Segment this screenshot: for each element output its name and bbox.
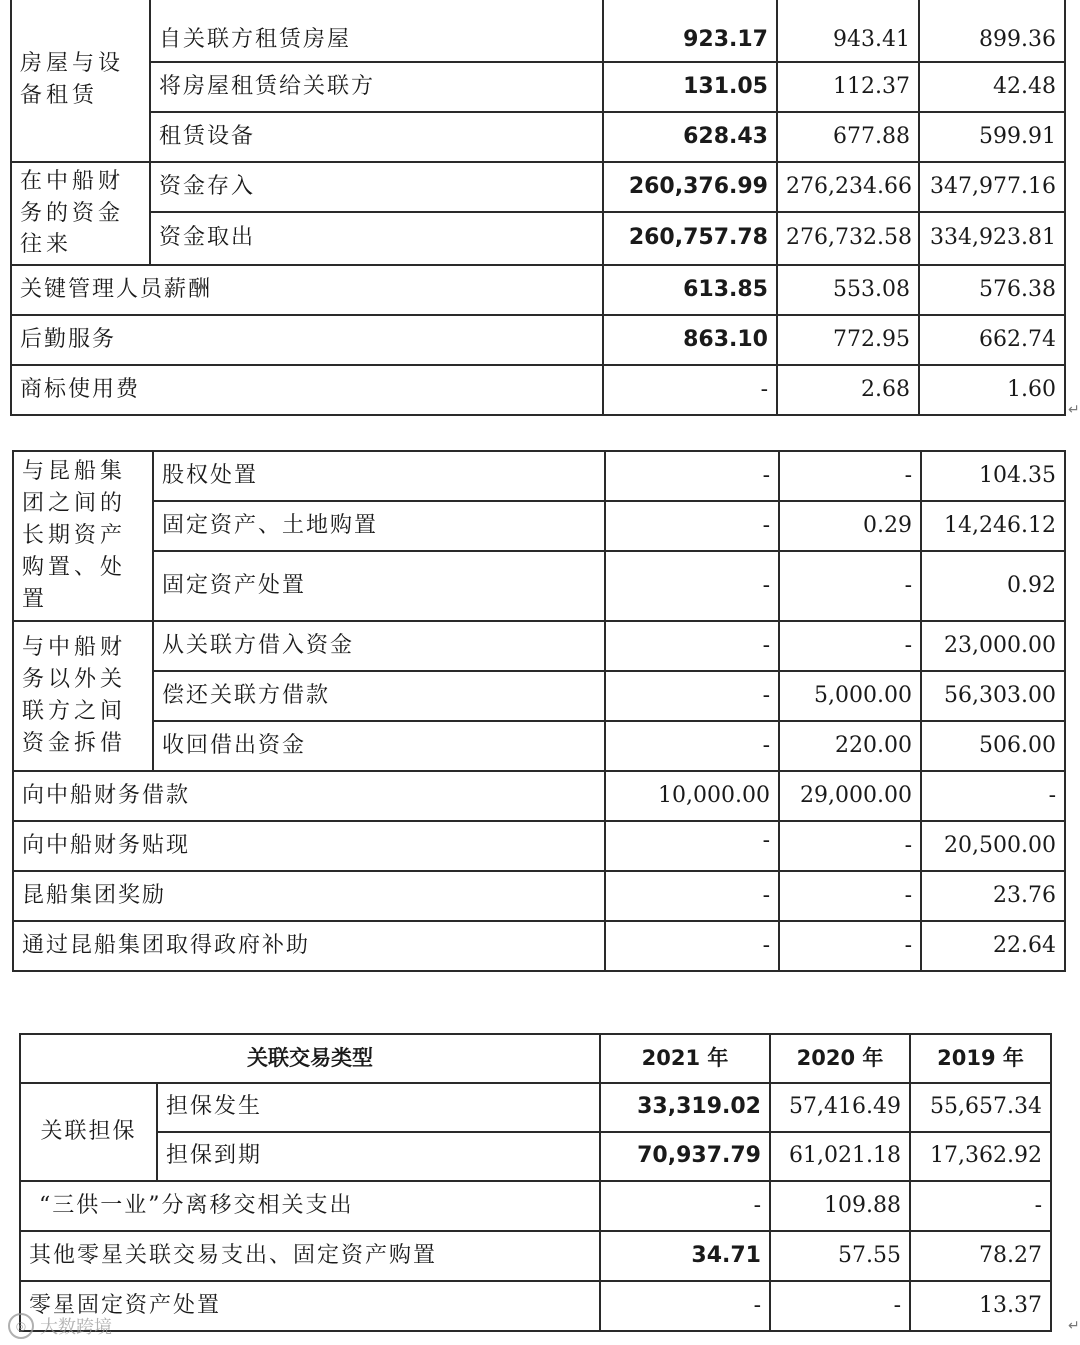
row-label: 租赁设备 <box>150 112 603 162</box>
value-2021: 260,757.78 <box>603 212 777 265</box>
table-row <box>13 621 1065 671</box>
value-2020: - <box>779 621 921 671</box>
value-2019: 347,977.16 <box>919 162 1065 212</box>
category-cell: 在中船财务的资金往来 <box>11 162 150 265</box>
value-2021: - <box>605 451 779 501</box>
value-2019: 23.76 <box>921 871 1065 921</box>
table-row <box>11 365 1065 415</box>
value-2021: - <box>605 551 779 621</box>
related-transactions-table-2 <box>12 450 1066 972</box>
row-label: 其他零星关联交易支出、固定资产购置 <box>20 1231 600 1281</box>
row-label: 零星固定资产处置 <box>20 1281 600 1331</box>
table-row <box>11 315 1065 365</box>
value-2021: - <box>600 1181 770 1231</box>
value-2020: 677.88 <box>777 112 919 162</box>
value-2021: 10,000.00 <box>605 771 779 821</box>
row-label: 固定资产、土地购置 <box>153 501 605 551</box>
value-2019: 506.00 <box>921 721 1065 771</box>
table-row <box>20 1231 1051 1281</box>
table-row <box>13 551 1065 621</box>
value-2020: - <box>770 1281 910 1331</box>
table-row <box>11 265 1065 315</box>
paragraph-mark: ↵ <box>1068 402 1080 418</box>
category-cell: 房屋与设备租赁 <box>11 0 150 162</box>
value-2021: 923.17 <box>603 0 777 62</box>
value-2019: - <box>910 1181 1051 1231</box>
row-label: 昆船集团奖励 <box>13 871 605 921</box>
table-row <box>13 921 1065 971</box>
value-2021: - <box>600 1281 770 1331</box>
value-2020: 57.55 <box>770 1231 910 1281</box>
value-2020: 5,000.00 <box>779 671 921 721</box>
row-label: 通过昆船集团取得政府补助 <box>13 921 605 971</box>
header-type: 关联交易类型 <box>20 1034 600 1083</box>
value-2019: 17,362.92 <box>910 1132 1051 1181</box>
table-row <box>11 212 1065 265</box>
header-2019: 2019 年 <box>910 1034 1051 1083</box>
row-label: 后勤服务 <box>11 315 603 365</box>
value-2019: 20,500.00 <box>921 821 1065 871</box>
row-label: 担保到期 <box>157 1132 600 1181</box>
value-2021: 131.05 <box>603 62 777 112</box>
paragraph-mark: ↵ <box>1068 1318 1080 1334</box>
value-2019: 78.27 <box>910 1231 1051 1281</box>
value-2019: 662.74 <box>919 315 1065 365</box>
watermark <box>8 1313 112 1339</box>
row-label: “三供一业”分离移交相关支出 <box>20 1181 600 1231</box>
table-row <box>11 0 1065 62</box>
value-2019: 104.35 <box>921 451 1065 501</box>
value-2021: 613.85 <box>603 265 777 315</box>
value-2019: 56,303.00 <box>921 671 1065 721</box>
value-2021: - <box>605 921 779 971</box>
row-label: 偿还关联方借款 <box>153 671 605 721</box>
value-2019: 1.60 <box>919 365 1065 415</box>
table-row <box>13 671 1065 721</box>
watermark-text: 大数跨境 <box>40 1317 112 1338</box>
value-2021: - <box>605 501 779 551</box>
watermark-logo-icon: ◎ <box>8 1313 34 1339</box>
value-2019: 599.91 <box>919 112 1065 162</box>
value-2019: 576.38 <box>919 265 1065 315</box>
value-2020: 943.41 <box>777 0 919 62</box>
row-label: 将房屋租赁给关联方 <box>150 62 603 112</box>
value-2021: 33,319.02 <box>600 1083 770 1132</box>
table-row <box>20 1181 1051 1231</box>
row-label: 商标使用费 <box>11 365 603 415</box>
table-row <box>13 721 1065 771</box>
value-2019: 22.64 <box>921 921 1065 971</box>
value-2019: 0.92 <box>921 551 1065 621</box>
value-2020: - <box>779 921 921 971</box>
row-label: 关键管理人员薪酬 <box>11 265 603 315</box>
row-label: 资金存入 <box>150 162 603 212</box>
category-cell: 与中船财务以外关联方之间资金拆借 <box>13 621 153 771</box>
row-label: 股权处置 <box>153 451 605 501</box>
value-2021: - <box>605 671 779 721</box>
value-2021: - <box>605 721 779 771</box>
value-2019: 42.48 <box>919 62 1065 112</box>
value-2021: - <box>605 871 779 921</box>
value-2021: 863.10 <box>603 315 777 365</box>
value-2021: 260,376.99 <box>603 162 777 212</box>
table-row <box>11 112 1065 162</box>
related-transactions-table-3 <box>19 1033 1052 1332</box>
value-2019: 14,246.12 <box>921 501 1065 551</box>
value-2020: - <box>779 551 921 621</box>
value-2019: 55,657.34 <box>910 1083 1051 1132</box>
value-2020: 276,234.66 <box>777 162 919 212</box>
value-2020: 220.00 <box>779 721 921 771</box>
header-2021: 2021 年 <box>600 1034 770 1083</box>
value-2021: - <box>603 365 777 415</box>
value-2019: 899.36 <box>919 0 1065 62</box>
value-2020: 553.08 <box>777 265 919 315</box>
row-label: 从关联方借入资金 <box>153 621 605 671</box>
category-cell: 与昆船集团之间的长期资产购置、处置 <box>13 451 153 621</box>
row-label: 向中船财务贴现 <box>13 821 605 871</box>
value-2019: 23,000.00 <box>921 621 1065 671</box>
row-label: 担保发生 <box>157 1083 600 1132</box>
table-row <box>20 1083 1051 1132</box>
value-2020: 0.29 <box>779 501 921 551</box>
table-row <box>13 501 1065 551</box>
value-2020: - <box>779 871 921 921</box>
table-row <box>11 162 1065 212</box>
value-2021: 628.43 <box>603 112 777 162</box>
value-2020: 57,416.49 <box>770 1083 910 1132</box>
row-label: 资金取出 <box>150 212 603 265</box>
table-row <box>20 1132 1051 1181</box>
value-2020: - <box>779 821 921 871</box>
value-2020: 109.88 <box>770 1181 910 1231</box>
table-row <box>20 1281 1051 1331</box>
header-row <box>20 1034 1051 1083</box>
value-2020: 61,021.18 <box>770 1132 910 1181</box>
header-2020: 2020 年 <box>770 1034 910 1083</box>
row-label: 固定资产处置 <box>153 551 605 621</box>
value-2019: - <box>921 771 1065 821</box>
value-2021: 70,937.79 <box>600 1132 770 1181</box>
value-2019: 13.37 <box>910 1281 1051 1331</box>
value-2020: 112.37 <box>777 62 919 112</box>
row-label: 收回借出资金 <box>153 721 605 771</box>
related-transactions-table-1 <box>10 0 1066 416</box>
category-cell: 关联担保 <box>20 1083 157 1181</box>
table-row <box>13 451 1065 501</box>
value-2020: - <box>779 451 921 501</box>
value-2020: 29,000.00 <box>779 771 921 821</box>
table-row <box>11 62 1065 112</box>
row-label: 向中船财务借款 <box>13 771 605 821</box>
value-2019: 334,923.81 <box>919 212 1065 265</box>
value-2020: 276,732.58 <box>777 212 919 265</box>
row-label: 自关联方租赁房屋 <box>150 0 603 62</box>
value-2021: - <box>605 821 779 871</box>
value-2021: 34.71 <box>600 1231 770 1281</box>
value-2021: - <box>605 621 779 671</box>
table-row <box>13 821 1065 871</box>
value-2020: 772.95 <box>777 315 919 365</box>
value-2020: 2.68 <box>777 365 919 415</box>
table-row <box>13 871 1065 921</box>
table-row <box>13 771 1065 821</box>
